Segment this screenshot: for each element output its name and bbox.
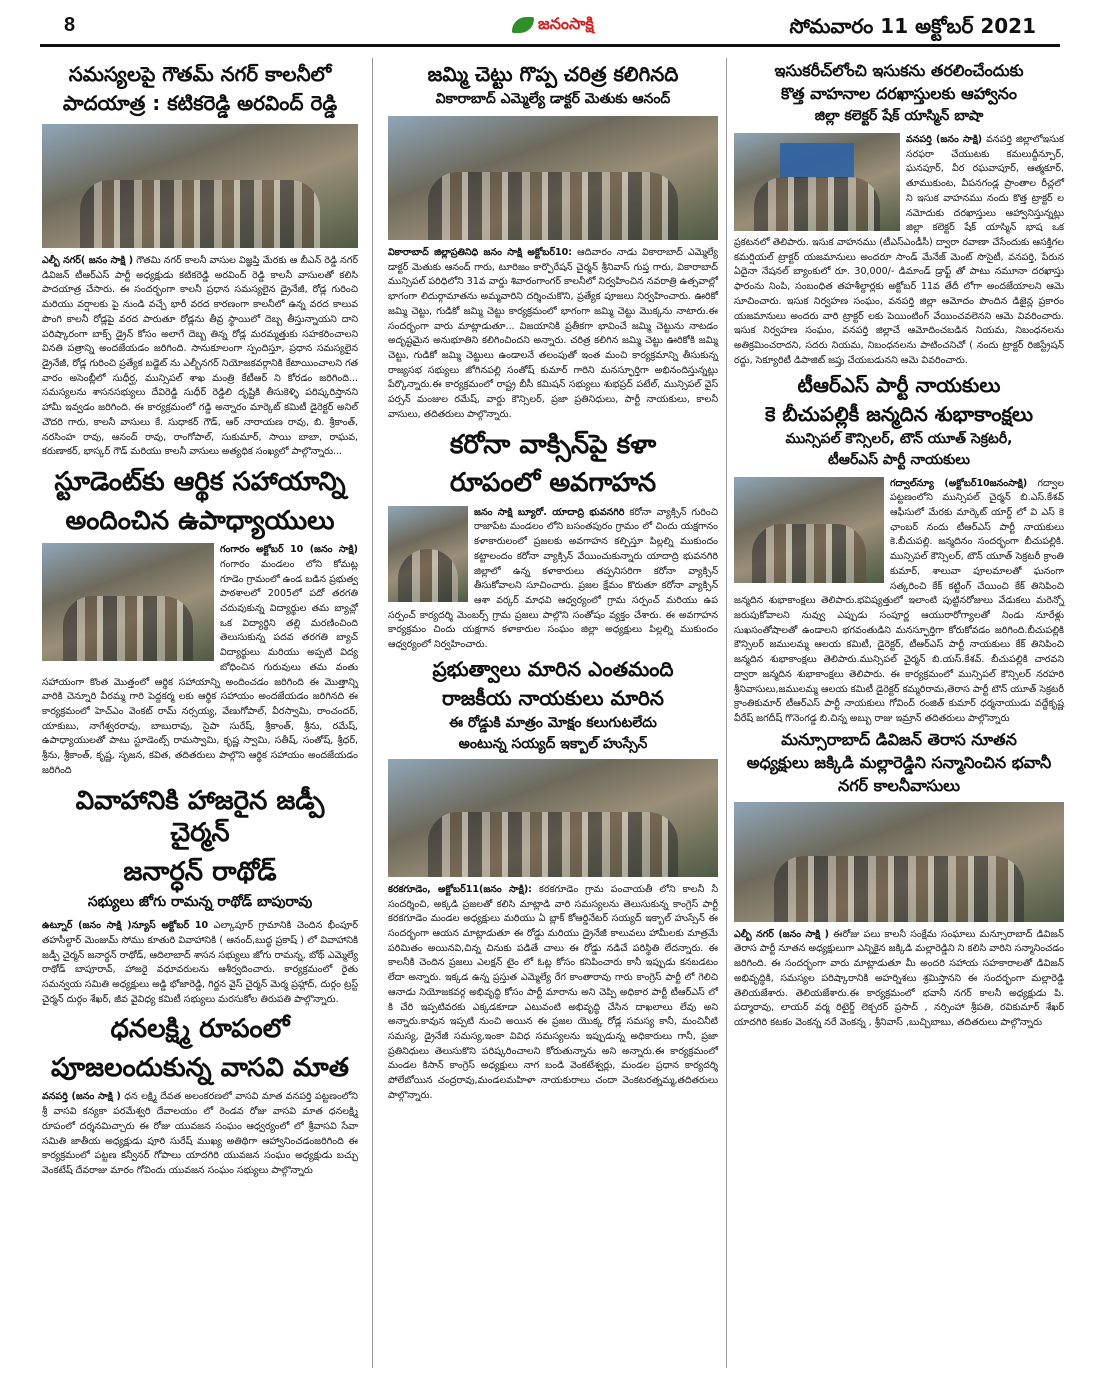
article-text: గద్వాల పట్టణంలోని మున్సిపల్ చైర్మన్ బి.ఎస్.కేశవ్ ఆఫీసులో మేరకు మార్కెట్ యార్డ్ లో వి ఎస్ కె ఛాంబర్ నందు టీఆర్ఎస్ పార్టీ నాయకులు కె.బీచుపల్లి. జన్మదినం సందర్భంగా బీచుపల్లికి. మున్సిపల్ కౌన్సిలర్, టౌన్ యూత్ సెక్రటరీ క్రాంతి కుమార్, శాలువా పూలమాలతో ఘనంగా సత్కరించి కేక్ కట్టింగ్ చేయించి కేక్ తినిపించి జన్మదిన శుభాకాంక్షలు తెలిపారు.భవిష్యత్తులో ఇలాంటి పుట్టినరోజులు వేడుకలు మరెన్నో జరుపుకోవాలని నువ్వు ఎప్పుడు సంపూర్ణ ఆయురారోగ్యాలతో నిండు నూరేళ్లు సుఖసంతోషాలతో ఉండాలని భగవంతుడిని మనస్ఫూర్తిగా కోరుకోవడం జరిగింది.బీచుపల్లికి కౌన్సిలర్ జములమ్మ ఆలయ కమిటీ, డైరెక్టర్, టీఆర్ఎస్ పార్టీ నాయకులు కేక్ తినిపించి జన్మదిన శుభాకాంక్షలు తెలిపారు.మున్సిపల్ చైర్మన్ బి.యస్.కేశవ్. బీచుపల్లికి చారవని ద్వారా జన్మదిన శుభాకాంక్షలు తెలిపారు. ఈ కార్యక్రమంలో మున్సిపల్ కౌన్సిలర్ నరహరి శ్రీనివాసులు,జములమ్మ ఆలయ కమిటీ డైరెక్టర్ కమ్మరిరామ,తెరాస పార్టీ టౌన్ యూత్ సెక్రటరీ క్రాంతికుమార్ టీఆర్ఎస్ పార్టీ నాయకులు గోవింద్ రంజిత్ కుమార్ ధర్మనాయుడు వద్దేకృష్ణ వీరేష్ జగదీష్ గొనెంగడ్డ బి.చిన్న అబ్బు రాజు ఇమ్రాన్ తదితరులు పాల్గొన్నారు (734, 477, 1064, 724)
article-subheadline: సభ్యులు జోగు రామన్న రాథోడ్ బాపురావు (87, 894, 313, 911)
article-dateline: వనపర్తి (జనం సాక్షి) (906, 134, 983, 145)
newspaper-logo (512, 12, 594, 38)
article-body (42, 543, 358, 779)
article-body (734, 928, 1064, 1031)
article-headline: పూజలందుకున్న వాసవి మాత (51, 1052, 349, 1083)
article-text: ఆదివారం నాడు వికారాబాద్ ఎమ్మెల్యే డాక్టర్ మెతుకు ఆనంద్ గారు, టూరిజం కార్పొరేషన్ చైర్మన్ శ్రీనివాస్ గుప్త గారు, వికారాబాద్ మున్సిపల్ పరిధిలోని 31వ వార్డు శివారంగాంగర్ కాలనీలో నిర్వహించిన నవరాత్రి ఉత్సవాల్లో భాగంగా లిదుర్గామాతను అమ్మవారిని దర్శించుకొని, ప్రత్యేక పూజలు నిర్వహించారు. ఊరికో జమ్మి చెట్టు, గుడికో జమ్మి చెట్టు కార్యక్రమంలో భాగంగా జమ్మి చెట్టు మొక్కను నాటారు.ఈ సందర్భంగా వారు మాట్లాడుతూ... విజయానికి ప్రతీకగా భావించే జమ్మి చెట్టును నాటడం అదృష్టమైన అనుభూతిని కలిగించిందని అన్నారు. చరిత్ర కలిగిన జమ్మి చెట్టు ఊరికోకి జమ్మి చెట్టు, గుడికో జమ్మి చెట్టులు ఉండాలనే తలంపుతో ఇంత మంచి కార్యక్రమాన్ని తీసుకున్న రాజ్యసభ సభ్యులు జోగినపల్లి సంతోష్ కుమార్ గారిని మనస్ఫూర్తిగా అభినందిస్తున్నట్లు పేర్కొన్నారు.ఈ కార్యక్రమంలో రాష్ట్ర బీసీ కమిషన్ సభ్యులు శుభప్రద్ పటేల్, మున్సిపల్ వైస్ పర్సన్ మంజుల రమేష్, వార్డు కౌన్సిలర్, ప్రజా ప్రతినిధులు, పార్టీ నాయకులు, కాలనీ వాసులు, తదితరులు పాల్గొన్నారు. (388, 247, 718, 420)
article-headline: అందించిన ఉపాధ్యాయులు (65, 505, 335, 536)
article-body (42, 1090, 358, 1178)
news-photo (734, 477, 884, 583)
article-headline: నగర్ కాలనీవాసులు (838, 775, 960, 795)
article-headline: రూపంలో అవగాహన (449, 468, 657, 499)
article-headline: జనార్ధన్ రాథోడ్ (123, 856, 277, 887)
article-text: వనపర్తి జిల్లాలోఇసుక సరఫరా చేయుటకు కమలుద్దీన్పూర్, ఘనపూర్, వీర రఘవాపూర్, ఆత్మకూర్, తూముకుంట, వీపనగండ్ల ప్రాంతాల రీచ్లలో ని ఇసుక వాహనము నందు కొత్త ట్రాక్టర్ ల నమోదుకు దరఖాస్తులు ఆహ్వానిస్తున్నట్లు జిల్లా కలెక్టర్ షేక్ యాస్మిన్ భాష ఒక ప్రకటనలో తెలిపారు. ఇసుక వాహనము (టీఎస్ఎండీసీ) ద్వారా రవాణా చేసేందుకు ఆసక్తిగల కమర్షియల్ ట్రాక్టర్ యజమానులు అందరూ సాండ్ మేనేజ్ మెంట్ సొసైటీ, వనపర్తి, పేరున ఏదైనా నేషనల్ బ్యాంకులో రూ. 30,000/- డిమాండ్ డ్రాఫ్ట్ తో పాటు నమూనా దరఖాస్తు ఫారంను నింపి, సంబంధిత తహశీల్దార్లకు అక్టోబర్ 11వ తేదీ లోగా అందజేయాలని ఆమె సూచించారు. ఇసుక నిర్వహణ సంఘం, వనపర్తి జిల్లా ఆమోదం పొందిన డిజైన్ల ప్రకారం యజమానులు అందరు వారి ట్రాక్టర్ లకు పెయింటింగ్ వేయించవలెనని ఆమె వివరించారు. ఇసుక నిర్వహణ సంఘం, వనపర్తి జిల్లాచే ఆమోదించబడిన నియమ, నిబంధనలను అతిక్రమించరాదని, సదరు నియమ, నిబంధనలను పాటించనిచో ( నందు ట్రాక్టర్ రిజిస్ట్రేషన్ రద్దు, సెక్యూరిటీ డిపాజిట్ జప్తు చేయబడునని ఆమె వివరించారు. (734, 134, 1064, 366)
article-body (734, 477, 1064, 727)
article-text: గంగారం మండలం లోని కోమట్ల గూడెం గ్రామంలో ఉండ బడిన ప్రభుత్వ పాఠశాలలో 2005లో పదో తరగతి చదువుకున్న విద్యార్థుల తమ బ్యాచ్లో ఒక విద్యార్థిని తల్లి మరణించింది తెలుసుకున్న పదవ తరగతి బ్యాచ్ విద్యార్థులు మరియు అప్పటి విద్య బోధించిన గురువులు తమ వంతు సహాయంగా కొంత మొత్తంలో ఆర్థిక సహాయాన్ని అందించడం జరిగింది ఈ మొత్తాన్ని వారికి చెన్నూరి వీరమ్మ గారి పెద్దకర్మ లకు ఆర్థిక సహాయం అందజేయడం జరిగినది ఈ కార్యక్రమంలో హెచ్ఎం వెంకట్ రామ్ నర్సయ్య, వేణుగోపాల్, వీరస్వామి, రాంచందర్, యాకుబు, నాగేశ్వరరావు, బాబురావు, సైపా సురేష్, శ్రీకాంత్, శ్రీను, రమేష్, ఉపాధ్యాయులతో పాటు స్టూడెంట్స్ రామస్వామి, కృష్ణ స్వామి, సతీష్, సంతోష్, శ్రీధర్, శ్రీను, శ్రీకాంత్, కృష్ణ, సృజన, కవిత, తదితరులు పాల్గొని ఆర్థిక సహాయం అందజేయడం జరిగింది (42, 558, 358, 776)
article-text: కరోనా వ్యాక్సిన్ గురించి రాజాపేట మండలం లోని బసంతపురం గ్రామం లో చిందు యక్షగానం కళాకారులంలో ప్రజలకు అవగాహన కల్పిస్తూ పిల్లల్ని ముకుందం కట్టాలందం కరోనా వ్యాక్సిన్ వేయించుకున్నారు యాదాద్రి భువనగిరి జిల్లాలో ఉన్న కళాకారులు తప్పనిసరిగా కరోనా వ్యాక్సిన్ తీసుకోవాలని సూచించారు. ప్రజల క్షేమం కొరుతూ కరోనా వ్యాక్సిన్ ఆశా వర్కర్ మాధవి ఆధ్వర్యంలో గ్రామ సర్పంచ్ మరియు ఉప సర్పంచ్ కార్యదర్శి మెంబర్స్ గ్రామ ప్రజలు పాల్గొని సంతోషం వ్యక్తం చేశారు. ఈ అవగాహన కార్యక్రమం చిందు యక్షగాన కళాకారుల సంఘం జిల్లా అధ్యక్షులు పిల్లల్ని ముకుందం ఆధ్వర్యంలో నిర్వహించారు. (388, 506, 718, 651)
news-photo (42, 124, 358, 248)
article-text: ఈరోజు పలు కాలనీ సంక్షేమ సంఘాలు మన్సూరాబాద్ డివిజన్ తెరాస పార్టీ నూతన అధ్యక్షులుగా ఎన్నికైన జక్కిడి మల్లారెడ్డిని ని కలిసి వారిని సన్మానించడం జరిగింది. ఈ సందర్భంగా వారు మాట్లాడుతూ మీ అందరి సహాయ సహకారాలతో డివిజన్ అభివృద్ధికి, సమస్యల పరిష్కారానికి అహర్నిశలు శ్రమిస్తానని ఈ సందర్భంగా మల్లారెడ్డి తెలియజేశారు. తెలియజేశారు.ఈ కార్యక్రమంలో భవానీ నగర్ కాలనీ అధ్యక్షుడు పి. పద్మారావు, లాయర్ వర్మ రిటైర్డ్ లెక్చరర్ ప్రసాద్ , నర్సింహా శ్రీపతి, రవికుమార్ శేఖర్ యాదగిరి కటకం వెంకన్న నరే వెంకన్న , శ్రీనివాస్ ,బుచ్చిబాబు, తదితరులు పాల్గొన్నారు (734, 928, 1064, 1029)
news-photo (734, 802, 1064, 922)
article-body (388, 506, 718, 653)
news-photo (734, 133, 900, 231)
article-headline: మన్సూరాబాద్ డివిజన్ తెరాస నూతన (781, 729, 1017, 749)
article-zp-chairman-wedding (42, 785, 358, 1008)
article-text: ఎల్కాపూర్ గ్రామానికి చెందిన భీంపూర్ తహసీల్దార్ మెంజుమ్ సోము కూతురి వివాహానికి ( ఆనంద్,బుద్ధ ప్రకాష్ ) లో వివాహానికి జడ్పీ చైర్మన్ జనార్ధన్ రాథోడ్, ఆదిలాబాద్ శాసన సభ్యులు జోగు రామన్న, బోథ్ ఎమ్మెల్యే రాథోడ్ బాపూరావ్, హాజరై వధూవరులను ఆశీర్వదించారు. కార్యక్రమంలో రైతు సమన్వయ సమితి అధ్యక్షులు అడ్డి భోజారెడ్డి, గిర్జన వైస్ చైర్మన్ మెర్మ ప్రహ్లాద్, దుర్గం ట్రస్ట్ చైర్మన్ దుర్గం శేఖర్, జీవ వైవిధ్య కమిటీ సభ్యులు మరసుకోల తిరుపతి పాల్గొన్నారు. (42, 920, 358, 1005)
leaf-icon (512, 17, 534, 33)
article-headline: సమస్యలపై గౌతమ్ నగర్ కాలనీలో (68, 62, 332, 86)
article-headline: పాదయాత్ర : కటికరెడ్డి అరవింద్ రెడ్డి (62, 91, 338, 115)
article-headline: టీఆర్ఎస్ పార్టీ నాయకులు (797, 372, 1001, 397)
article-subheadline: వికారాబాద్ ఎమ్మెల్యే డాక్టర్ మెతుకు ఆనంద్ (435, 91, 671, 107)
article-text: కరకగూడెం గ్రామ పంచాయతీ లోని కాలనీ నీ సందర్శించి, అక్కడి ప్రజలతో కలిసి మాట్లాడి వారి సమస్యలను తెలుసుకున్న కాంగ్రెస్ పార్టీ కరకగూడెం మండల అధ్యక్షులు మరియు ఏ బ్లాక్ కోఆర్డినేటర్ సయ్యద్ ఇక్బాల్ హుస్సేన్ ఈ సందర్భంగా ఆయన మాట్లాడుతూ ఈ రోడ్డు మరియు డ్రైనేజీ కాలువలు హామీలకు మాత్రమే పరిమితం అయినవి,చిన్న చినుకు పడితే చాలు ఈ రోడ్డు నడిచే పరిస్థితి లేదన్నారు. ఈ కాలనీకి చెందిన ప్రజలు ఎలక్షన్ టైం లో ఓట్ల కోసం కనిపించారు కానీ ఇప్పుడు కనబడటం లేదా అన్నారు. ఇక్కడ ఉన్న ప్రస్తుత ఎమ్మెల్యే రేగ కాంతారావు గారు కాంగ్రెస్ పార్టీ లో గెలిచి ఆనాడు నియోజకవర్గ అభివృద్ధి కోసం పార్టీ మారాను అని చెప్పి అధికార పార్టీ టీఆర్ఎస్ లో కి చేరి ఇప్పటివరకు ఎక్కడకూడా ఎటువంటి అభివృద్ధి చేసిన దాఖలాలు లేవు అని అన్నారు.కావున ఇప్పటి నుంచి అయిన ఈ ప్రజల యొక్క రోడ్ల సమస్య కానీ, మంచినీటి సమస్య, డ్రైనేజీ సమస్య,ఇంకా వివిధ సమస్యలను ఇప్పుడున్న అధికారులు గానీ, ప్రజా ప్రతినిధులు తెలుసుకొని పరిష్కరించాలని కోరుతున్నాను అని అన్నారు.ఈ కార్యక్రమంలో మండల కిసాన్ కాంగ్రెస్ అధ్యక్షులు నాగ బండి వెంకటేశ్వర్లు, మండల ప్రధాన కార్యదర్శి పోలేబోయిన చంద్రరావు,మండలమహిళా నాయకురాలు చందా వెంకటరత్నమ్మ,తదితరులు పాల్గొన్నారు. (388, 883, 718, 1101)
article-headline: జమ్మి చెట్టు గొప్ప చరిత్ర కలిగినది (427, 62, 679, 86)
article-headline: కరోనా వాక్సిన్‌పై కళా (449, 429, 657, 460)
article-karakagudem-road (388, 657, 718, 1104)
article-headline: స్టూడెంట్‌కు ఆర్థిక సహాయాన్ని (54, 467, 346, 498)
news-photo (42, 543, 214, 661)
article-dateline: వనపర్తి (జనం సాక్షి ) (42, 1091, 121, 1103)
article-subheadline: అంటున్న సయ్యద్ ఇక్బాల్ హుస్సేన్ (458, 735, 648, 752)
article-body (388, 883, 718, 1104)
article-headline: ప్రభుత్వాలు మారిన ఎంతమంది (432, 656, 674, 681)
column-divider (726, 58, 727, 1368)
page-number: 8 (64, 14, 76, 36)
article-birthday-wishes (734, 373, 1064, 727)
article-dateline: గంగారం అక్టోబర్ 10 (జనం సాక్షి) (220, 544, 358, 556)
article-dateline: ఎల్బీ నగర్ (జనం సాక్షి ) (734, 928, 830, 940)
article-subheadline: మున్సిపల్ కౌన్సిలర్, టౌన్ యూత్ సెక్రటరీ, (785, 430, 1013, 447)
article-headline: ధనలక్ష్మి రూపంలో (110, 1014, 290, 1045)
column-1 (42, 58, 358, 1179)
article-dateline: కరకగూడెం, అక్టోబర్11(జనం సాక్షి): (388, 883, 532, 895)
article-headline: కె బీచుపల్లికీ జన్మదిన శుభాకాంక్షలు (764, 401, 1033, 426)
masthead (40, 14, 1060, 42)
logo-text: జనంసాక్షి (538, 13, 594, 33)
article-dateline: ఎల్బీ నగర్( జనం సాక్షి ) (42, 255, 134, 266)
article-gautam-nagar (42, 62, 358, 460)
article-headline: అధ్యక్షులు జక్కిడి మల్లారెడ్డిని సన్మానించిన భవానీ (746, 752, 1052, 772)
article-dateline: గద్వాల్‌న్యూ (అక్టోబర్10జనంసాక్షి) (890, 477, 1028, 489)
article-dateline: ఉట్నూర్ (జనం సాక్షి )న్యూస్ అక్టోబర్ 10 (42, 920, 209, 932)
article-body (388, 246, 718, 423)
article-body (42, 254, 358, 460)
article-corona-vaccine (388, 429, 718, 653)
article-mansoorabad-felicitation (734, 730, 1064, 1031)
article-subheadline: టీఆర్ఎస్ పార్టీ నాయకులు (827, 451, 971, 468)
article-headline: రాజకీయ నాయకులు మారిన (442, 685, 664, 710)
article-vasavi-matha (42, 1013, 358, 1178)
column-2 (388, 58, 718, 1104)
issue-date: సోమవారం 11 అక్టోబర్ 2021 (789, 14, 1036, 38)
article-text: ధన లక్ష్మి దేవత అలంకరణలో వాసవి మాత వనపర్తి పట్టణంలోని శ్రీ వాసవి కన్యకా పరమేశ్వరి దేవాలయం లో రెండవ రోజు వాసవి మాత ధనలక్ష్మి రూపంలో దర్శనమిచ్చారు ఈ రోజు యువజన సంఘం ఆధ్వర్యంలో లో శ్రీవాసవి సేవా సమితి జాతీయ అధ్యక్షుడు పూరి సురేష్ ముఖ్య అతిథిగా ఆహ్వానించడంజరిగింది ఈ కార్యక్రమంలో పట్టణ కన్వీనర్ గోపాలు యాదగిరి యువజన సంఘం అధ్యక్షుడు బచ్చు వెంకటేష్ దేవరాజు మారం గోవిందు యువజన సంఘం సభ్యులు పాల్గొన్నారు (42, 1091, 358, 1176)
article-body (734, 133, 1064, 369)
news-photo (388, 759, 718, 877)
article-student-aid (42, 466, 358, 779)
article-text: గౌతమి నగర్ కాలనీ వాసుల విజ్ఞప్తి మేరకు ఆ బీఎన్ రెడ్డి నగర్ డివిజన్ టీఆర్ఎస్ పార్టీ అధ్యక్షుడు కటికరెడ్డి అరవింద్ రెడ్డి కాలనీ వాసులతో కలిసి పాదయాత్ర చేసారు. ఈ సందర్భంగా కాలనీ ప్రధాన సమస్యలైన డ్రైనేజీ, రోడ్ల గురించి మరియు వర్షాలకు పై నుండి వచ్చే భారీ వరద కారణంగా కాలనీలో ఉన్న వరద కాలువ పొంగి కాలనీ రోడ్లపై వరద పారుతూ రోడ్లను తీవ్ర స్థాయిలో దెబ్బ తీస్తున్నాయని దాని పరిష్కారంగా బాక్స్ డ్రైన్ కోసం అలాగే దెబ్బ తిన్న రోడ్ల మరమ్మత్తుకు సహకరించాలని వినతి పత్రాన్ని అందజేయడం జరిగింది. సానుకూలంగా స్పందిస్తూ, ప్రధాన సమస్యలైన డ్రైనేజీ, రోడ్ల గురించి ప్రత్యేక బడ్జెట్ ను ఎల్బీనగర్ నియోజకవర్గానికి కేటాయించాలని గత వారం అసెంబ్లీలో సుధీర్ఘ, మున్సిపల్ శాఖ మంత్రి కేటీఆర్ ని కోరడం జరిగింది... సమస్యలను శాసనసభ్యులు దేవిరెడ్డి సుధీర్ రెడ్డిలి దృష్టికి తీసుకెళ్ళి పరిష్కరిస్తానని హామీ ఇవ్వడం జరిగింది. ఈ కార్యక్రమంలో గడ్డి అన్నారం మార్కెట్ కమిటీ డైరెక్టర్ అనిల్ చౌదరి గారు, కాలనీ వాసులు కే. సుధాకర్ గౌడ్, ఆర్ నారాయణ రావు, బి. శ్రీకాంత్, నరసింహ రావు, ఆనంద్ రావు, రాంగోపాల్, సుకుమార్, సాయి బాబా, రాఘవ, కరుణాకర్, భాస్కర్ గౌడ్ మరియు కాలనీ వాసులు అత్యధిక సంఖ్యలో పాల్గొన్నారు... (42, 255, 358, 458)
article-sand-vehicles (734, 61, 1064, 369)
masthead-rule (40, 44, 1060, 47)
article-headline: వివాహానికి హాజరైన జడ్పీ చైర్మన్ (75, 785, 325, 849)
article-body (42, 919, 358, 1007)
article-subheadline: జిల్లా కలెక్టర్ షేక్ యాస్మిన్ బాషా (814, 108, 984, 124)
article-jammi-tree (388, 62, 718, 423)
news-photo (388, 116, 718, 240)
column-divider (372, 58, 373, 1368)
article-headline: కొత్త వాహనాల దరఖాస్తులకు ఆహ్వానం (780, 84, 1018, 103)
article-headline: ఇసుకరీచ్‌లోంచి ఇసుకను తరలించేందుకు (774, 61, 1024, 80)
news-photo (388, 506, 468, 602)
column-3 (734, 58, 1064, 1031)
article-dateline: జనం సాక్షి బ్యూరో. యాదాద్రి భువనగిరి (474, 506, 625, 518)
article-dateline: వికారాబాద్ జిల్లాప్రతినిధి జనం సాక్షి అక్టోబర్10: (388, 247, 573, 258)
article-subheadline: ఈ రోడ్డుకి మాత్రం మోక్షం కలుగుటలేదు (449, 714, 657, 731)
